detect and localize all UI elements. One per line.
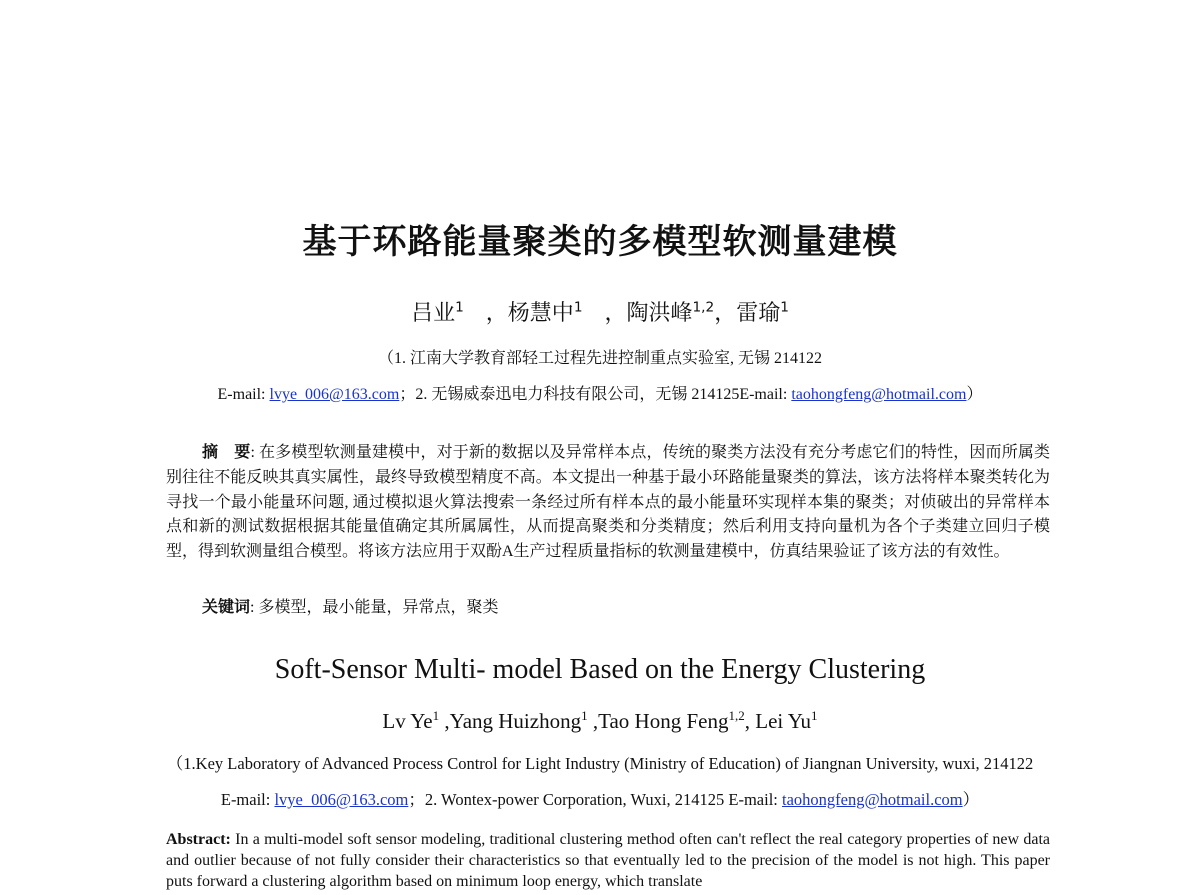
author-affiliation-mark: 1	[780, 299, 789, 316]
email-link-taohongfeng[interactable]: taohongfeng@hotmail.com	[782, 790, 963, 809]
author-affiliation-mark: 1,2	[692, 299, 715, 316]
affiliation-email-line-english: E-mail: lvye_006@163.com；2. Wontex-power Corporation, Wuxi, 214125 E-mail: taohongfeng@hotmail.com）	[220, 790, 980, 809]
abstract-text: In a multi-model soft sensor modeling, traditional clustering method often can't reflect the real category properties of new data and outlier because of not fully consider their characteristics so that eventually led to the precision of the model is not high. This paper puts forward a clustering algorithm based on minimum loop energy, which translate	[166, 831, 1050, 890]
affiliation-line-chinese: （1. 江南大学教育部轻工过程先进控制重点实验室, 无锡 214122	[377, 350, 822, 367]
author-affiliation-mark: 1	[811, 708, 818, 723]
email-link-lvye[interactable]: lvye_006@163.com	[274, 790, 409, 809]
keywords-text: : 多模型，最小能量，异常点，聚类	[250, 599, 499, 616]
author-affiliation-mark: 1	[432, 708, 440, 723]
abstract-text: : 在多模型软测量建模中，对于新的数据以及异常样本点，传统的聚类方法没有充分考虑它们的特性，因而所属类别往往不能反映其真实属性，最终导致模型精度不高。本文提出一种基于最小环路能量聚类的算法，该方法将样本聚类转化为寻找一个最小能量环问题, 通过模拟退火算法搜索一条经过所有样本点的最小能量环实现样本集的聚类；对侦破出的异常样本点和新的测试数据根据其能量值确定其所属属性，从而提高聚类和分类精度；然后利用支持向量机为各个子类建立回归子模型，得到软测量组合模型。将该方法应用于双酚A生产过程质量指标的软测量建模中，仿真结果验证了该方法的有效性。	[166, 444, 1050, 561]
author-affiliation-mark: 1,2	[728, 708, 745, 723]
abstract-english	[166, 829, 1050, 892]
email-label: E-mail:	[220, 790, 275, 809]
author-name: 吕业	[411, 301, 456, 326]
affiliation-line-english: （1.Key Laboratory of Advanced Process Control for Light Industry (Ministry of Education) of Jiangnan University, wuxi, 214122	[166, 754, 1034, 773]
paper-title-chinese: 基于环路能量聚类的多模型软测量建模	[302, 222, 898, 262]
author-name: ,Yang Huizhong	[439, 709, 582, 733]
email-link-taohongfeng[interactable]: taohongfeng@hotmail.com	[791, 386, 967, 403]
abstract-label: Abstract:	[166, 831, 231, 848]
author-name: Lv Ye	[382, 709, 433, 733]
abstract-label: 摘 要	[202, 442, 251, 461]
author-name: ,Tao Hong Feng	[587, 709, 729, 733]
author-name: 杨慧中	[507, 301, 574, 326]
email-label: E-mail:	[217, 386, 270, 403]
author-affiliation-mark: 1	[581, 708, 588, 723]
author-list-chinese: 吕业$^1$ ，杨慧中$^1$ ，陶洪峰$^{1,2}$，雷瑜$^1$	[411, 299, 789, 326]
abstract-chinese	[166, 440, 1050, 565]
author-name: 雷瑜	[736, 301, 781, 326]
author-affiliation-mark: 1	[573, 299, 583, 316]
author-list-english	[0, 709, 1200, 734]
email-link-lvye[interactable]: lvye_006@163.com	[269, 386, 400, 403]
keywords-label: 关键词	[202, 597, 251, 616]
affiliation-text: ；2. 无锡威泰迅电力科技有限公司，无锡 214125E-mail:	[399, 386, 792, 403]
author-name: 陶洪峰	[626, 301, 693, 326]
author-name: , Lei Yu	[744, 709, 812, 733]
keywords-chinese	[202, 594, 498, 617]
paper-title-english: Soft-Sensor Multi- model Based on the Energy Clustering	[274, 654, 926, 685]
affiliation-text: ；2. Wontex-power Corporation, Wuxi, 214125 E-mail:	[408, 790, 782, 809]
author-affiliation-mark: 1	[455, 299, 464, 316]
affiliation-email-line-chinese: E-mail: lvye_006@163.com；2. 无锡威泰迅电力科技有限公司，无锡 214125E-mail: taohongfeng@hotmail.com）	[217, 386, 983, 403]
